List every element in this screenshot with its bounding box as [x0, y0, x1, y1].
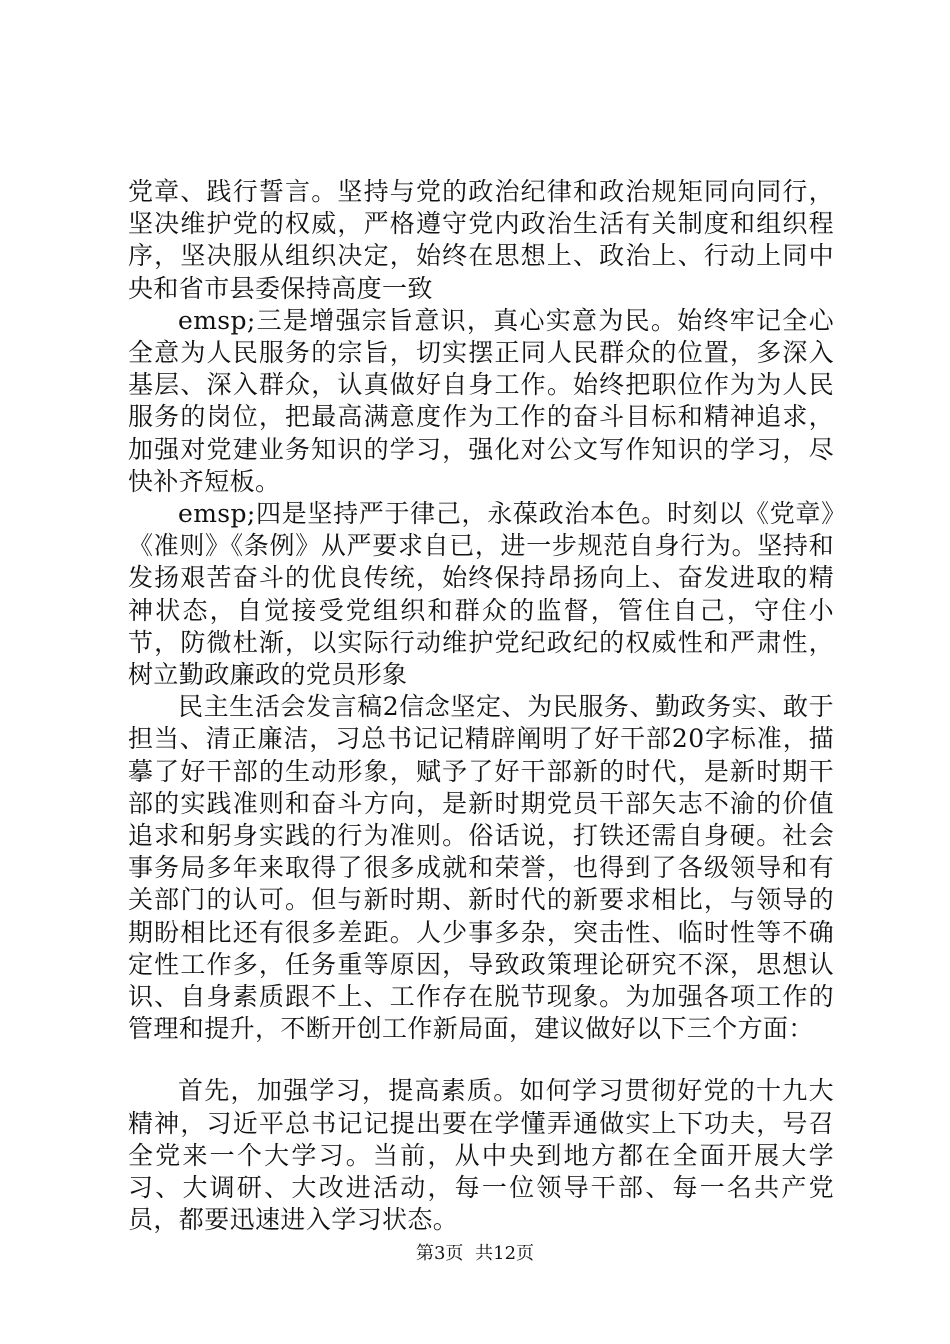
page-total: 共12页	[475, 1243, 535, 1264]
page-footer	[0, 1243, 950, 1265]
paragraph-spacer	[128, 1045, 834, 1075]
paragraph: 党章、践行誓言。坚持与党的政治纪律和政治规矩同向同行，坚决维护党的权威，严格遵守党内政治生活有关制度和组织程序，坚决服从组织决定，始终在思想上、政治上、行动上同中央和省市县委保持高度一致	[128, 177, 834, 303]
paragraph: 民主生活会发言稿2信念坚定、为民服务、勤政务实、敢于担当、清正廉洁，习总书记记精辟阐明了好干部20字标准，描摹了好干部的生动形象，赋予了好干部新的时代，是新时期干部的实践准则和奋斗方向，是新时期党员干部矢志不渝的价值追求和躬身实践的行为准则。俗话说，打铁还需自身硬。社会事务局多年来取得了很多成就和荣誉，也得到了各级领导和有关部门的认可。但与新时期、新时代的新要求相比，与领导的期盼相比还有很多差距。人少事多杂，突击性、临时性等不确定性工作多，任务重等原因，导致政策理论研究不深，思想认识、自身素质跟不上、工作存在脱节现象。为加强各项工作的管理和提升，不断开创工作新局面，建议做好以下三个方面：	[128, 692, 834, 1044]
paragraph: emsp;三是增强宗旨意识，真心实意为民。始终牢记全心全意为人民服务的宗旨，切实摆正同人民群众的位置，多深入基层、深入群众，认真做好自身工作。始终把职位作为为人民服务的岗位，把最高满意度作为工作的奋斗目标和精神追求，加强对党建业务知识的学习，强化对公文写作知识的学习，尽快补齐短板。	[128, 305, 834, 496]
document-body	[128, 176, 834, 1237]
page-number: 第3页	[415, 1243, 464, 1264]
paragraph: 首先，加强学习，提高素质。如何学习贯彻好党的十九大精神，习近平总书记记提出要在学懂弄通做实上下功夫，号召全党来一个大学习。当前，从中央到地方都在全面开展大学习、大调研、大改进活动，每一位领导干部、每一名共产党员，都要迅速进入学习状态。	[128, 1076, 834, 1235]
paragraph: emsp;四是坚持严于律己，永葆政治本色。时刻以《党章》《准则》《条例》从严要求自已，进一步规范自身行为。坚持和发扬艰苦奋斗的优良传统，始终保持昂扬向上、奋发进取的精神状态，自觉接受党组织和群众的监督，管住自己，守住小节，防微杜渐，以实际行动维护党纪政纪的权威性和严肃性，树立勤政廉政的党员形象	[128, 499, 834, 690]
